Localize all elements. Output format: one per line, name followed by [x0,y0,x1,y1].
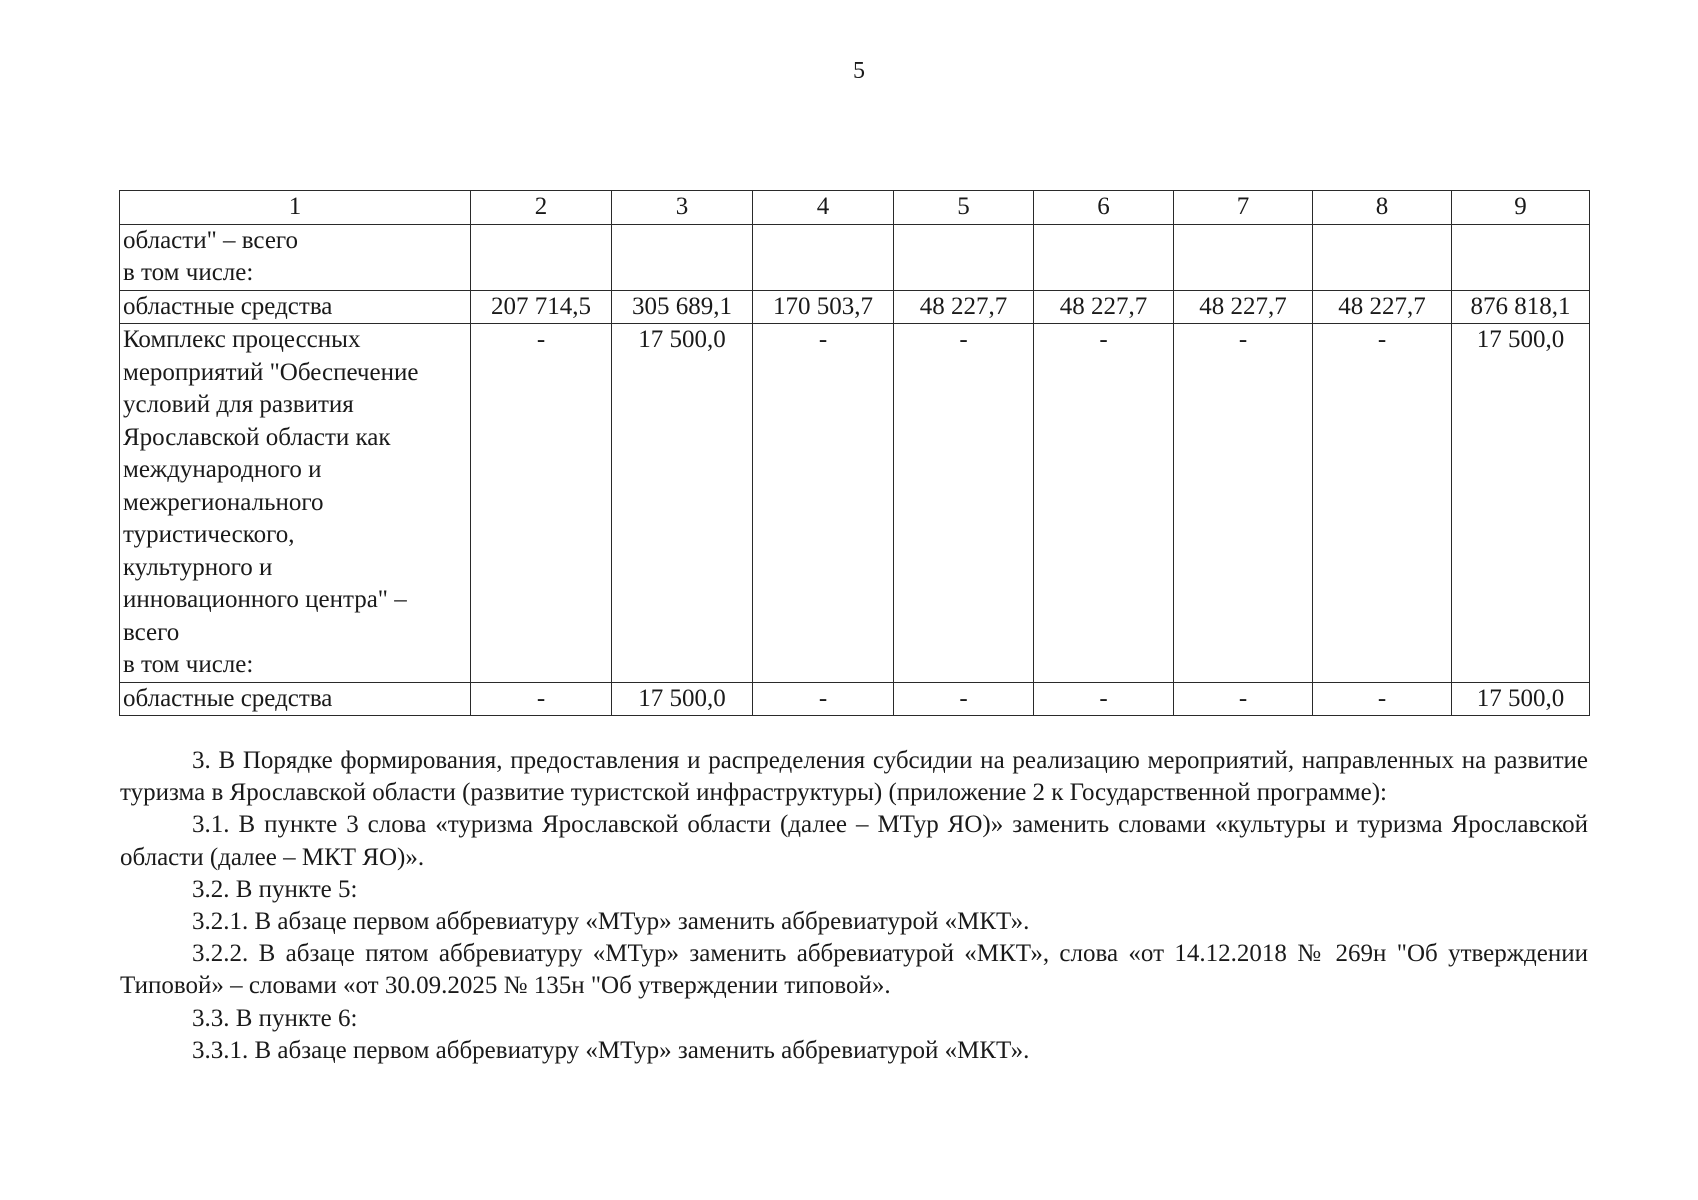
value-cell: 48 227,7 [1174,290,1313,324]
value-cell: - [1313,324,1452,683]
paragraph: 3.2.1. В абзаце первом аббревиатуру «МТур» заменить аббревиатурой «МКТ». [192,908,1030,936]
value-cell [612,224,753,290]
row-name-line: туристического, [123,521,295,548]
row-name-line: Комплекс процессных [123,326,361,353]
row-name-line: областные средства [123,292,333,320]
value-cell [1174,224,1313,290]
paragraph: 3.1. В пункте 3 слова «туризма Ярославской области (далее – МТур ЯО)» заменить словами «культуры и туризма Ярославской области (далее – МКТ ЯО)». [120,811,1588,871]
row-name-line: всего [123,618,180,646]
value-cell: - [1034,682,1174,716]
value-cell: 48 227,7 [1313,290,1452,324]
page-number: 5 [853,58,865,84]
value-cell [471,224,612,290]
column-number-6: 6 [1034,191,1174,225]
value-cell: 17 500,0 [612,682,753,716]
paragraph: 3.2. В пункте 5: [192,875,358,903]
row-name-line: областные средства [123,684,333,712]
row-name-cell [120,224,471,290]
value-cell: - [753,682,894,716]
row-name-line: культурного и [123,553,273,581]
column-number-7: 7 [1174,191,1313,225]
value-cell: 17 500,0 [612,324,753,683]
value-cell: 207 714,5 [471,290,612,324]
value-cell: 17 500,0 [1452,682,1590,716]
table-row [120,324,1590,683]
value-cell: - [1174,324,1313,683]
value-cell: 170 503,7 [753,290,894,324]
table-row [120,682,1590,716]
value-cell: - [753,324,894,683]
value-cell: - [1313,682,1452,716]
budget-table [119,190,1590,716]
row-name-cell [120,290,471,324]
column-number-2: 2 [471,191,612,225]
row-name-line: области" – всего [123,226,299,254]
value-cell: 876 818,1 [1452,290,1590,324]
paragraph: 3. В Порядке формирования, предоставления и распределения субсидии на реализацию мероприятий, направленных на развитие туризма в Ярославской области (развитие туристской инфраструктуры) (приложение 2 к Государственной программе): [120,747,1588,807]
row-name-line: межрегионального [123,488,324,516]
amendment-text [120,745,1588,1067]
value-cell: - [894,324,1034,683]
paragraph: 3.3. В пункте 6: [192,1004,358,1032]
paragraph: 3.3.1. В абзаце первом аббревиатуру «МТур» заменить аббревиатурой «МКТ». [192,1036,1030,1064]
row-name-line: мероприятий "Обеспечение [123,358,419,386]
value-cell: - [471,324,612,683]
value-cell: 48 227,7 [894,290,1034,324]
table-header-row [120,191,1590,225]
row-name-line: условий для развития [123,391,354,418]
row-name-line: международного и [123,456,322,483]
row-name-cell [120,324,471,683]
row-name-line: Ярославской области как [123,423,391,451]
value-cell [753,224,894,290]
column-number-5: 5 [894,191,1034,225]
value-cell: - [894,682,1034,716]
value-cell: 17 500,0 [1452,324,1590,683]
value-cell: 48 227,7 [1034,290,1174,324]
value-cell [894,224,1034,290]
table-row [120,224,1590,290]
value-cell: - [471,682,612,716]
column-number-9: 9 [1452,191,1590,225]
value-cell [1313,224,1452,290]
row-name-line: в том числе: [123,259,254,286]
value-cell: - [1174,682,1313,716]
value-cell [1034,224,1174,290]
row-name-line: в том числе: [123,651,254,678]
paragraph: 3.2.2. В абзаце пятом аббревиатуру «МТур» заменить аббревиатурой «МКТ», слова «от 14.12.2018 № 269н "Об утверждении Типовой» – словами «от 30.09.2025 № 135н "Об утверждении типовой». [120,940,1588,1000]
value-cell: 305 689,1 [612,290,753,324]
column-number-8: 8 [1313,191,1452,225]
row-name-cell [120,682,471,716]
column-number-1: 1 [120,191,471,225]
value-cell: - [1034,324,1174,683]
column-number-4: 4 [753,191,894,225]
table-row [120,290,1590,324]
column-number-3: 3 [612,191,753,225]
row-name-line: инновационного центра" – [123,586,407,613]
value-cell [1452,224,1590,290]
